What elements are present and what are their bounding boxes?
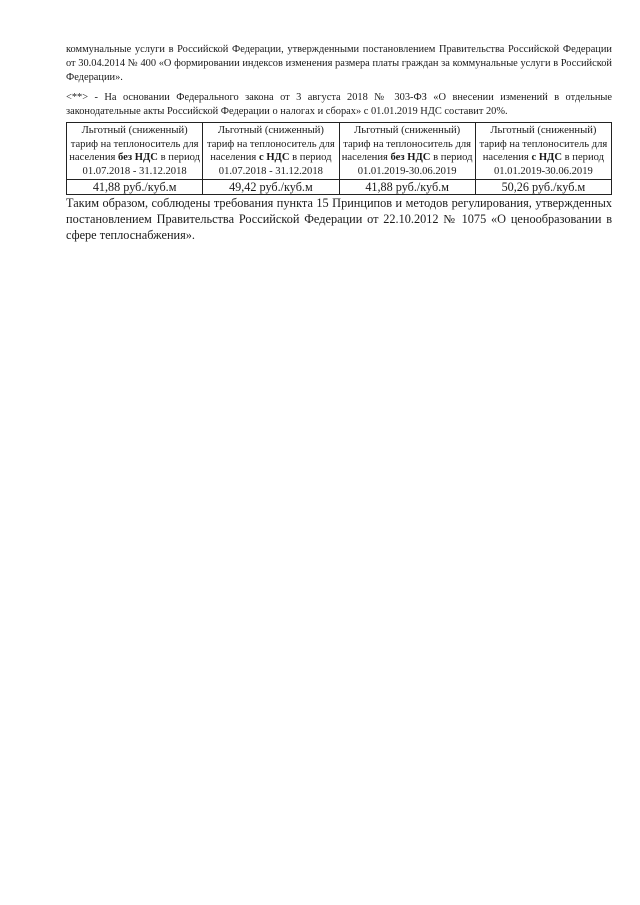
conclusion-paragraph: Таким образом, соблюдены требования пункта 15 Принципов и методов регулирования, утвержденных постановлением Правительства Российской Федерации от 22.10.2012 № 1075 «О ценообразовании в сфере теплоснабжения». xyxy=(66,196,612,242)
header-prefix: Льготный (сниженный) тариф на теплоноситель для населения xyxy=(69,125,199,163)
header-prefix: Льготный (сниженный) тариф на теплоноситель для населения xyxy=(341,125,472,163)
header-vat: с НДС xyxy=(531,152,562,163)
tariff-header-cell xyxy=(67,123,203,180)
header-period: в период 01.07.2018 - 31.12.2018 xyxy=(218,152,332,177)
tariff-value-cell: 50,26 руб./куб.м xyxy=(475,180,611,195)
vat-note-paragraph: <**> - На основании Федерального закона от 3 августа 2018 № 303-ФЗ «О внесении изменений в отдельные законодательные акты Российской Федерации о налогах и сборах» с 01.01.2019 НДС составит 20%. xyxy=(66,92,612,117)
header-period: в период 01.07.2018 - 31.12.2018 xyxy=(82,152,200,177)
header-period: в период 01.01.2019-30.06.2019 xyxy=(493,152,605,177)
header-vat: без НДС xyxy=(118,152,158,163)
tariff-header-cell xyxy=(339,123,475,180)
header-vat: без НДС xyxy=(390,152,431,163)
tariff-value-cell: 49,42 руб./куб.м xyxy=(203,180,339,195)
header-prefix: Льготный (сниженный) тариф на теплоноситель для населения xyxy=(479,125,608,163)
tariff-value-cell: 41,88 руб./куб.м xyxy=(67,180,203,195)
tariff-value-cell: 41,88 руб./куб.м xyxy=(339,180,475,195)
tariff-header-cell xyxy=(203,123,339,180)
header-vat: с НДС xyxy=(258,152,290,163)
document-content xyxy=(66,43,612,243)
tariff-header-cell xyxy=(475,123,611,180)
tariff-header-row xyxy=(67,123,612,180)
intro-paragraph: коммунальные услуги в Российской Федерации, утвержденными постановлением Правительства Российской Федерации от 30.04.2014 № 400 «О формировании индексов изменения размера платы граждан за коммунальные услуги в Российской Федерации». xyxy=(66,44,612,83)
tariff-table xyxy=(66,122,612,195)
header-period: в период 01.01.2019-30.06.2019 xyxy=(357,152,473,177)
header-prefix: Льготный (сниженный) тариф на теплоноситель для населения xyxy=(206,125,335,163)
tariff-value-row xyxy=(67,180,612,195)
